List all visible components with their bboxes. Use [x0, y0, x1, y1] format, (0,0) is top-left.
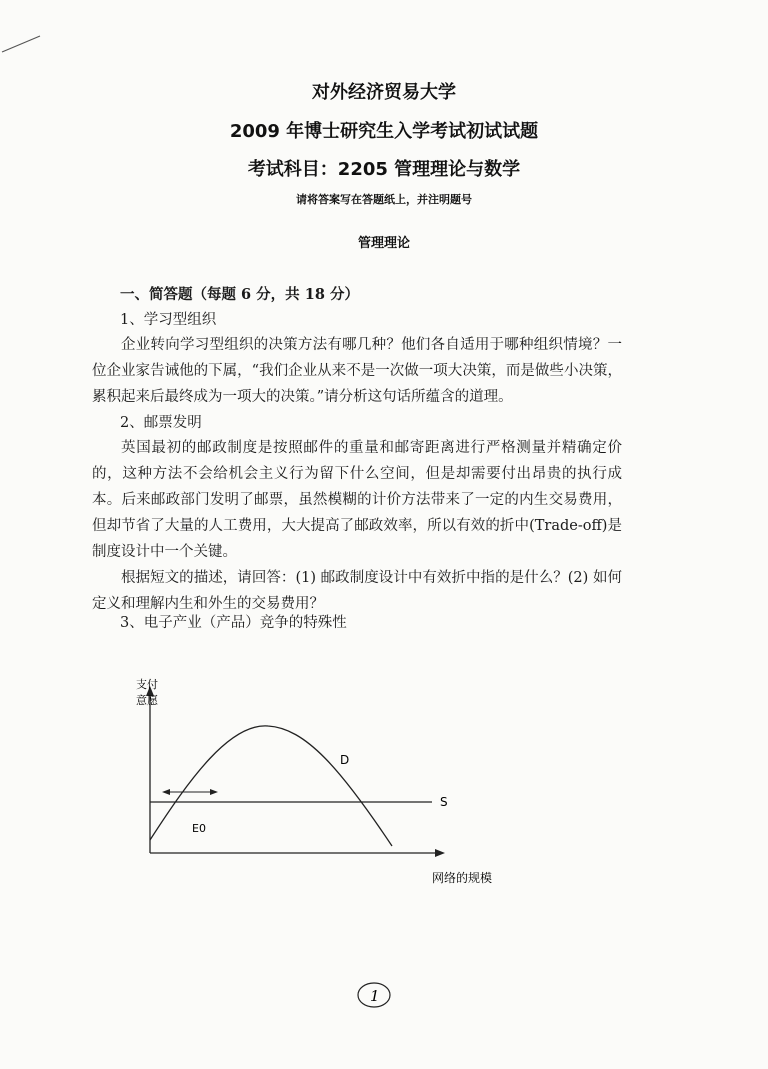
- section-title: 管理理论: [357, 236, 410, 251]
- series-d-curve: [150, 726, 392, 846]
- question-2-heading: 2、邮票发明: [120, 415, 202, 431]
- e0-annotation: E0: [192, 822, 206, 835]
- part-heading: 一、简答题（每题 6 分，共 18 分）: [120, 286, 359, 303]
- x-axis-label: 网络的规模: [432, 871, 493, 885]
- university-name: 对外经济贸易大学: [312, 82, 456, 103]
- question-2-paragraph-2: 根据短文的描述，请回答：(1) 邮政制度设计中有效折中指的是什么？(2) 如何定义和理解内生和外生的交易费用？: [92, 570, 622, 612]
- page-number: 1: [370, 987, 380, 1005]
- double-arrow-left-head: [162, 789, 170, 795]
- question-1-paragraph: 企业转向学习型组织的决策方法有哪几种？他们各自适用于哪种组织情境？一位企业家告诫他的下属，“我们企业从来不是一次做一项大决策，而是做些小决策，累积起来后最终成为一项大的决策。”请分析这句话所蕴含的道理。: [92, 337, 622, 405]
- page-number-circle: [354, 978, 394, 1012]
- question-2-paragraph-1: 英国最初的邮政制度是按照邮件的重量和邮寄距离进行严格测量并精确定价的，这种方法不会给机会主义行为留下什么空间，但是却需要付出昂贵的执行成本。后来邮政部门发明了邮票，虽然模糊的计价方法带来了一定的内生交易费用，但却节省了大量的人工费用，大大提高了邮政效率，所以有效的折中(Trade-off)是制度设计中一个关键。: [92, 440, 622, 560]
- x-axis-arrow: [435, 849, 445, 857]
- question-1-heading: 1、学习型组织: [120, 312, 217, 328]
- y-axis-label-part-2: 意愿: [136, 694, 158, 707]
- question-3-heading: 3、电子产业（产品）竞争的特殊性: [120, 615, 347, 631]
- exam-title: 2009 年博士研究生入学考试初试试题: [229, 121, 539, 142]
- exam-subject: 考试科目：2205 管理理论与数学: [247, 159, 521, 180]
- pen-stroke-mark: [0, 30, 50, 60]
- y-axis-label-part-1: 支付: [136, 678, 158, 691]
- network-size-chart: [120, 668, 520, 893]
- series-d-label: D: [340, 753, 350, 767]
- series-s-label: S: [440, 795, 448, 809]
- answer-instruction: 请将答案写在答题纸上，并注明题号: [296, 193, 472, 206]
- double-arrow-right-head: [210, 789, 218, 795]
